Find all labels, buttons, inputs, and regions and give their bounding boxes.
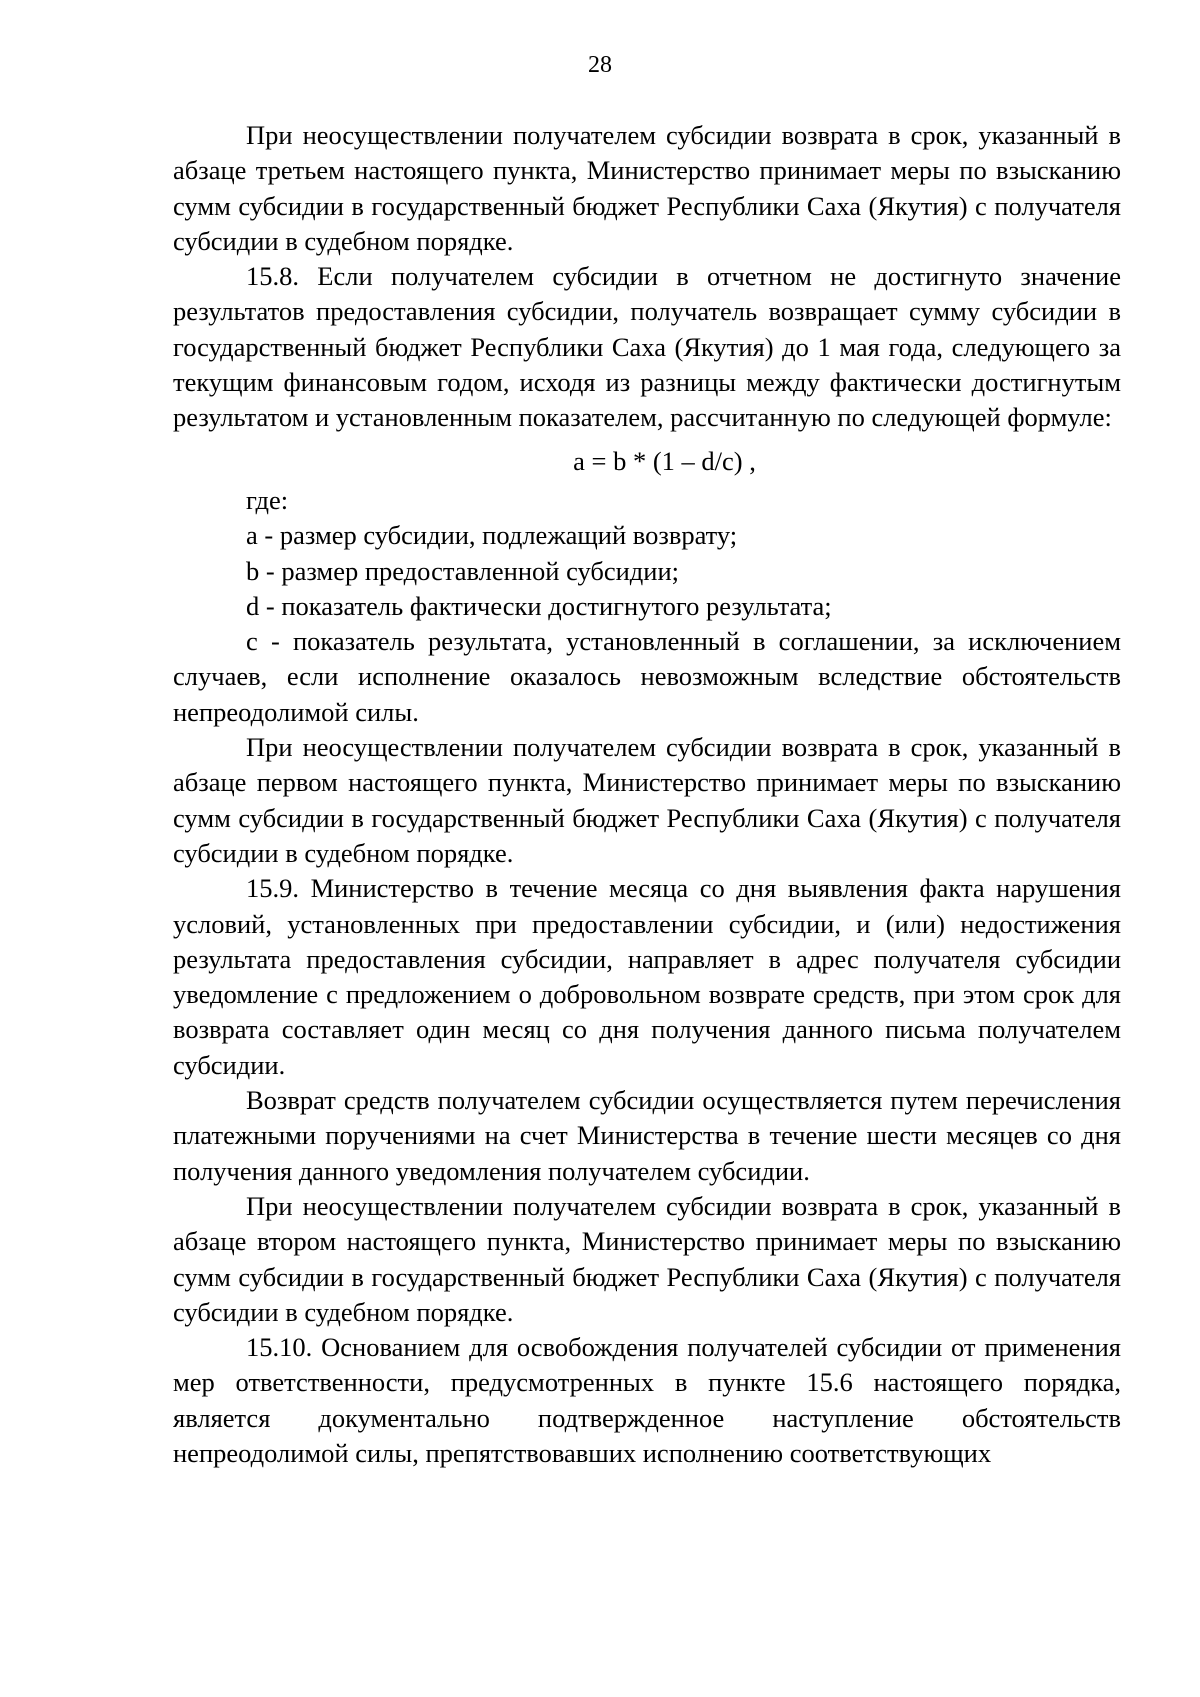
formula-where: где: xyxy=(246,484,289,515)
definition-a: a - размер субсидии, подлежащий возврату; xyxy=(246,520,738,551)
paragraph-refund-transfer: Возврат средств получателем субсидии осуществляется путем перечисления платежными поручениями на счет Министерства в течение шести месяцев со дня получения данного уведомления получателем субсидии. xyxy=(173,1085,1121,1186)
paragraph-return-third: При неосуществлении получателем субсидии возврата в срок, указанный в абзаце третьем настоящего пункта, Министерство принимает меры по взысканию сумм субсидии в государственный бюджет Республики Саха (Якутия) с получателя субсидии в судебном порядке. xyxy=(173,120,1121,256)
paragraph-15-9: 15.9. Министерство в течение месяца со дня выявления факта нарушения условий, установленных при предоставлении субсидии, и (или) недостижения результата предоставления субсидии, направляет в адрес получателя субсидии уведомление с предложением о добровольном возврате средств, при этом срок для возврата составляет один месяц со дня получения данного письма получателем субсидии. xyxy=(173,873,1121,1080)
paragraph-15-10: 15.10. Основанием для освобождения получателей субсидии от применения мер ответственности, предусмотренных в пункте 15.6 настоящего порядка, является документально подтвержденное наступление обстоятельств непреодолимой силы, препятствовавших исполнению соответствующих xyxy=(173,1332,1121,1468)
page-number: 28 xyxy=(588,52,612,78)
document-body xyxy=(173,118,1121,1471)
paragraph-15-8: 15.8. Если получателем субсидии в отчетном не достигнуто значение результатов предоставления субсидии, получатель возвращает сумму субсидии в государственный бюджет Республики Саха (Якутия) до 1 мая года, следующего за текущим финансовым годом, исходя из разницы между фактически достигнутым результатом и установленным показателем, рассчитанную по следующей формуле: xyxy=(173,261,1121,433)
formula: a = b * (1 – d/c) , xyxy=(573,445,756,476)
paragraph-return-second: При неосуществлении получателем субсидии возврата в срок, указанный в абзаце втором настоящего пункта, Министерство принимает меры по взысканию сумм субсидии в государственный бюджет Республики Саха (Якутия) с получателя субсидии в судебном порядке. xyxy=(173,1190,1121,1327)
definition-b: b - размер предоставленной субсидии; xyxy=(246,555,680,586)
definition-c: c - показатель результата, установленный в соглашении, за исключением случаев, если исполнение оказалось невозможным вследствие обстоятельств непреодолимой силы. xyxy=(173,626,1121,727)
paragraph-return-first: При неосуществлении получателем субсидии возврата в срок, указанный в абзаце первом настоящего пункта, Министерство принимает меры по взысканию сумм субсидии в государственный бюджет Республики Саха (Якутия) с получателя субсидии в судебном порядке. xyxy=(173,732,1121,868)
definition-d: d - показатель фактически достигнутого результата; xyxy=(246,590,832,621)
